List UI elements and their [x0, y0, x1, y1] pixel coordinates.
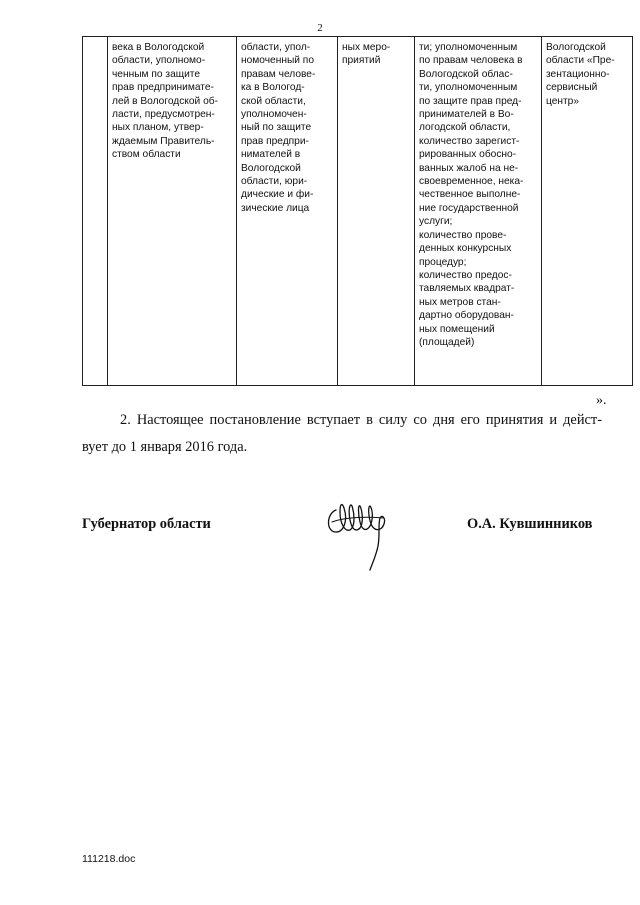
table-cell-line: зентационно-	[546, 68, 610, 80]
table-cell-line: зические лица	[241, 202, 310, 214]
table-cell-line: своевременное, нека-	[419, 176, 524, 188]
table-cell-line: тавляемых квадрат-	[419, 283, 515, 295]
paragraph-line: вует до 1 января 2016 года.	[82, 439, 248, 455]
table-cell-line: ти, уполномоченным	[419, 82, 518, 94]
table-cell-executors	[108, 37, 237, 386]
signatory-title: Губернатор области	[82, 516, 211, 532]
table-cell-line: центр»	[546, 95, 580, 107]
table-cell-line: ласти, предусмотрен-	[112, 109, 215, 121]
table-cell-line: количество предос-	[419, 269, 512, 281]
table-cell-line: номоченный по	[241, 55, 314, 67]
signatory-name: О.А. Кувшинников	[467, 516, 593, 532]
table-cell-index	[83, 37, 108, 386]
page-number: 2	[317, 22, 323, 34]
table-cell-line: услуги;	[419, 216, 453, 228]
table-cell-line: (площадей)	[419, 336, 475, 348]
table-cell-line: века в Вологодской	[112, 42, 205, 53]
table-cell-line: ством области	[112, 149, 181, 161]
table-cell-line: приятий	[342, 55, 381, 67]
table-cell-line: ных планом, утвер-	[112, 122, 204, 134]
table-cell-line: по правам человека в	[419, 55, 523, 67]
paragraph-line: 2. Настоящее постановление вступает в силу со дня его принятия и дейст-	[120, 412, 602, 428]
table-cell-line: дартно оборудован-	[419, 310, 514, 322]
handwritten-signature-icon	[322, 488, 392, 572]
table-cell-line: нимателей в	[241, 149, 301, 161]
table-cell-line: ченным по защите	[112, 68, 201, 80]
table-cell-line: Вологодской	[546, 42, 606, 53]
table-cell-line: принимателей в Во-	[419, 109, 514, 121]
table-cell-line: ти; уполномоченным	[419, 42, 518, 53]
table-cell-line: прав предпринимате-	[112, 82, 214, 94]
table-cell-line: рированных обосно-	[419, 149, 517, 161]
table-cell-line: ных метров стан-	[419, 296, 501, 308]
table-cell-line: количество прове-	[419, 229, 507, 241]
table-cell-line: области, уполномо-	[112, 55, 206, 67]
table-cell-line: ждаемым Правитель-	[112, 135, 215, 147]
table-cell-line: сервисный	[546, 82, 598, 94]
table-cell-line: ской области,	[241, 95, 306, 107]
table-cell-line: области «Пре-	[546, 55, 615, 67]
table-cell-line: правам челове-	[241, 68, 316, 80]
table-cell-line: Вологодской	[241, 162, 301, 174]
table-cell-line: ние государственной	[419, 202, 519, 214]
table-cell-indicators	[415, 37, 542, 386]
table-cell-line: ванных жалоб на не-	[419, 162, 519, 174]
table-row	[83, 37, 633, 386]
measures-table	[82, 36, 633, 386]
table-cell-line: по защите прав пред-	[419, 95, 522, 107]
file-name: 111218.doc	[82, 853, 136, 865]
table-cell-line: ных помещений	[419, 323, 495, 335]
table-cell-line: количество зарегист-	[419, 135, 520, 147]
table-cell-line: ка в Вологод-	[241, 82, 305, 94]
table-cell-line: логодской области,	[419, 122, 511, 134]
table-cell-participants	[237, 37, 338, 386]
signature-block	[82, 506, 602, 576]
table-cell-line: области, юри-	[241, 176, 308, 188]
table-cell-line: денных конкурсных	[419, 243, 512, 255]
table-cell-line: уполномочен-	[241, 109, 307, 121]
table-cell-line: ный по защите	[241, 122, 312, 134]
effective-date-paragraph	[82, 407, 602, 461]
table-cell-responsible	[542, 37, 633, 386]
table-cell-line: ных меро-	[342, 42, 391, 53]
table-cell-term	[338, 37, 415, 386]
table-cell-line: дические и фи-	[241, 189, 314, 201]
table-cell-line: области, упол-	[241, 42, 311, 53]
table-cell-line: чественное выполне-	[419, 189, 521, 201]
table-cell-line: Вологодской облас-	[419, 68, 513, 80]
table-cell-line: процедур;	[419, 256, 467, 268]
table-cell-line: лей в Вологодской об-	[112, 95, 218, 107]
closing-quote: ».	[596, 393, 607, 408]
table-cell-line: прав предпри-	[241, 135, 309, 147]
